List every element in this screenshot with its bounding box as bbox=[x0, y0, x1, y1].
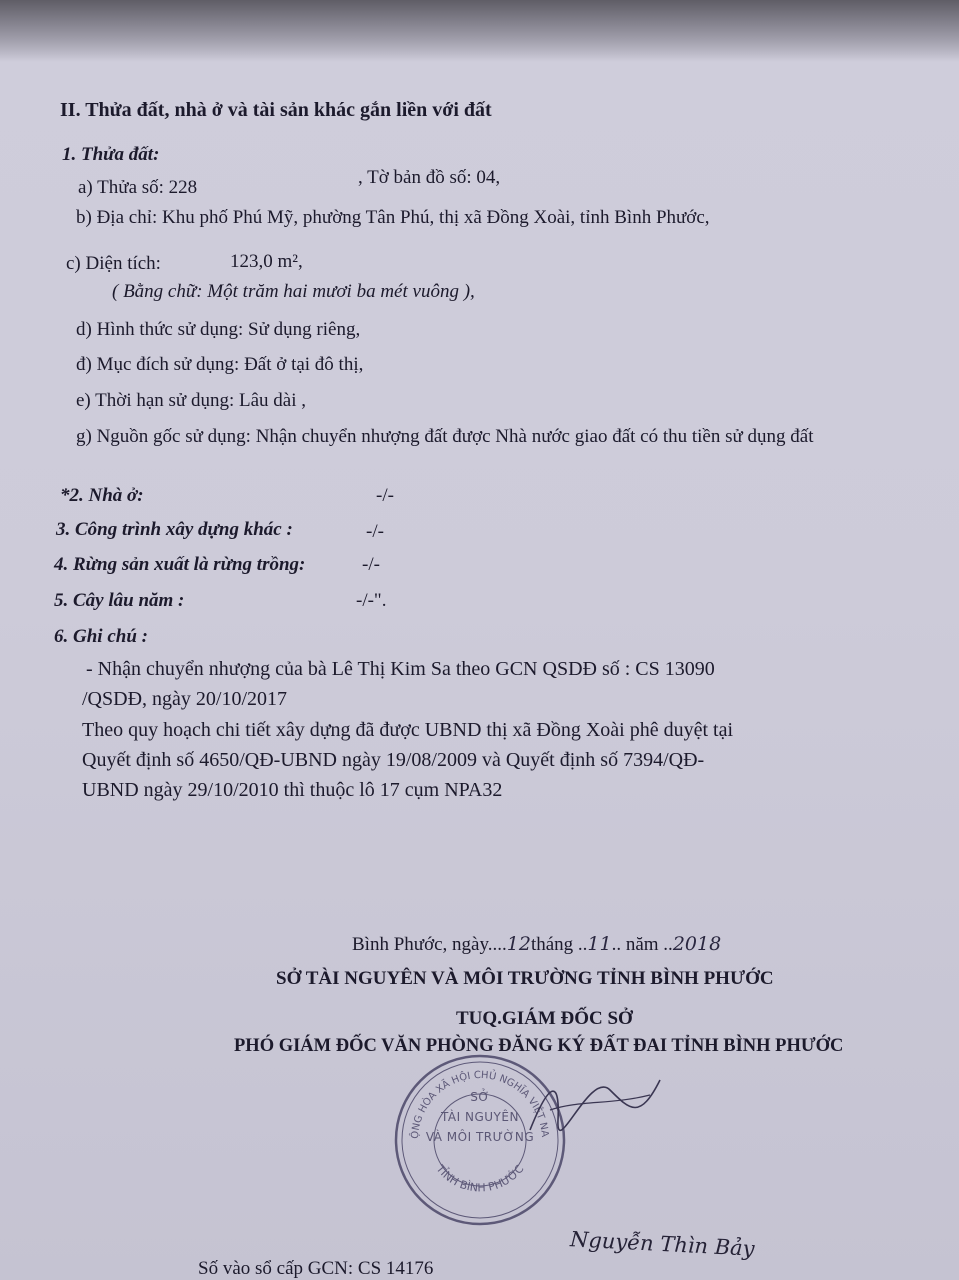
usage-purpose: đ) Mục đích sử dụng: Đất ở tại đô thị, bbox=[76, 354, 364, 375]
section-title: II. Thửa đất, nhà ở và tài sản khác gắn liền với đất bbox=[60, 99, 492, 121]
authority-delegation: TUQ.GIÁM ĐỐC SỞ bbox=[456, 1008, 633, 1029]
note-line-5: UBND ngày 29/10/2010 thì thuộc lô 17 cụm NPA32 bbox=[82, 779, 503, 801]
other-works-value: -/- bbox=[366, 521, 384, 542]
parcel-number: a) Thửa số: 228 bbox=[78, 177, 198, 198]
date-day: 12 bbox=[506, 933, 531, 955]
note-line-3: Theo quy hoạch chi tiết xây dựng đã được UBND thị xã Đồng Xoài phê duyệt tại bbox=[82, 719, 733, 741]
seal-ring-top: ỘNG HÒA XÃ HỘI CHỦ NGHĨA VIỆT NA bbox=[409, 1069, 550, 1140]
perennial-trees-label: 5. Cây lâu năm : bbox=[54, 590, 185, 611]
issue-date bbox=[352, 932, 721, 957]
usage-form: d) Hình thức sử dụng: Sử dụng riêng, bbox=[76, 319, 361, 340]
signature-name: Nguyễn Thìn Bảy bbox=[569, 1227, 756, 1261]
land-heading: 1. Thửa đất: bbox=[62, 144, 160, 165]
note-line-1: - Nhận chuyển nhượng của bà Lê Thị Kim Sa theo GCN QSDĐ số : CS 13090 bbox=[86, 658, 715, 680]
date-month-label: tháng .. bbox=[530, 934, 588, 955]
note-line-2: /QSDĐ, ngày 20/10/2017 bbox=[82, 688, 287, 710]
house-value: -/- bbox=[376, 485, 394, 506]
notes-label: 6. Ghi chú : bbox=[54, 626, 148, 647]
map-sheet: , Tờ bản đồ số: 04, bbox=[358, 167, 501, 188]
note-line-4: Quyết định số 4650/QĐ-UBND ngày 19/08/2009 và Quyết định số 7394/QĐ- bbox=[82, 749, 705, 771]
seal-ring-bottom: TỈNH BÌNH PHƯỚC bbox=[433, 1162, 527, 1195]
forest-value: -/- bbox=[362, 554, 380, 575]
signature-flourish bbox=[520, 1060, 670, 1150]
seal-line-1: SỞ bbox=[470, 1090, 490, 1104]
date-year: 2018 bbox=[672, 933, 722, 955]
other-works-label: 3. Công trình xây dựng khác : bbox=[56, 519, 293, 540]
area-label: c) Diện tích: bbox=[66, 253, 161, 274]
date-prefix: Bình Phước, ngày.... bbox=[352, 934, 507, 955]
usage-term: e) Thời hạn sử dụng: Lâu dài , bbox=[76, 390, 307, 411]
forest-label: 4. Rừng sản xuất là rừng trồng: bbox=[54, 554, 306, 575]
authority-title: PHÓ GIÁM ĐỐC VĂN PHÒNG ĐĂNG KÝ ĐẤT ĐAI TỈNH BÌNH PHƯỚC bbox=[234, 1036, 844, 1056]
authority-department: SỞ TÀI NGUYÊN VÀ MÔI TRƯỜNG TỈNH BÌNH PHƯỚC bbox=[276, 968, 774, 989]
date-month: 11 bbox=[587, 933, 612, 955]
date-year-label: .. năm .. bbox=[611, 934, 673, 955]
address: b) Địa chỉ: Khu phố Phú Mỹ, phường Tân Phú, thị xã Đồng Xoài, tỉnh Bình Phước, bbox=[76, 207, 710, 228]
registry-number: Số vào sổ cấp GCN: CS 14176 bbox=[198, 1258, 434, 1279]
seal-line-2: TÀI NGUYÊN bbox=[441, 1110, 519, 1124]
area-value: 123,0 m², bbox=[230, 251, 303, 272]
perennial-trees-value: -/-". bbox=[356, 590, 387, 611]
seal-line-3: VÀ MÔI TRƯỜNG bbox=[425, 1130, 535, 1144]
usage-origin: g) Nguồn gốc sử dụng: Nhận chuyển nhượng đất được Nhà nước giao đất có thu tiền sử dụng đất bbox=[76, 426, 814, 447]
area-in-words: ( Bằng chữ: Một trăm hai mươi ba mét vuông ), bbox=[112, 281, 475, 302]
house-label: *2. Nhà ở: bbox=[60, 485, 144, 506]
top-shadow bbox=[0, 0, 959, 62]
